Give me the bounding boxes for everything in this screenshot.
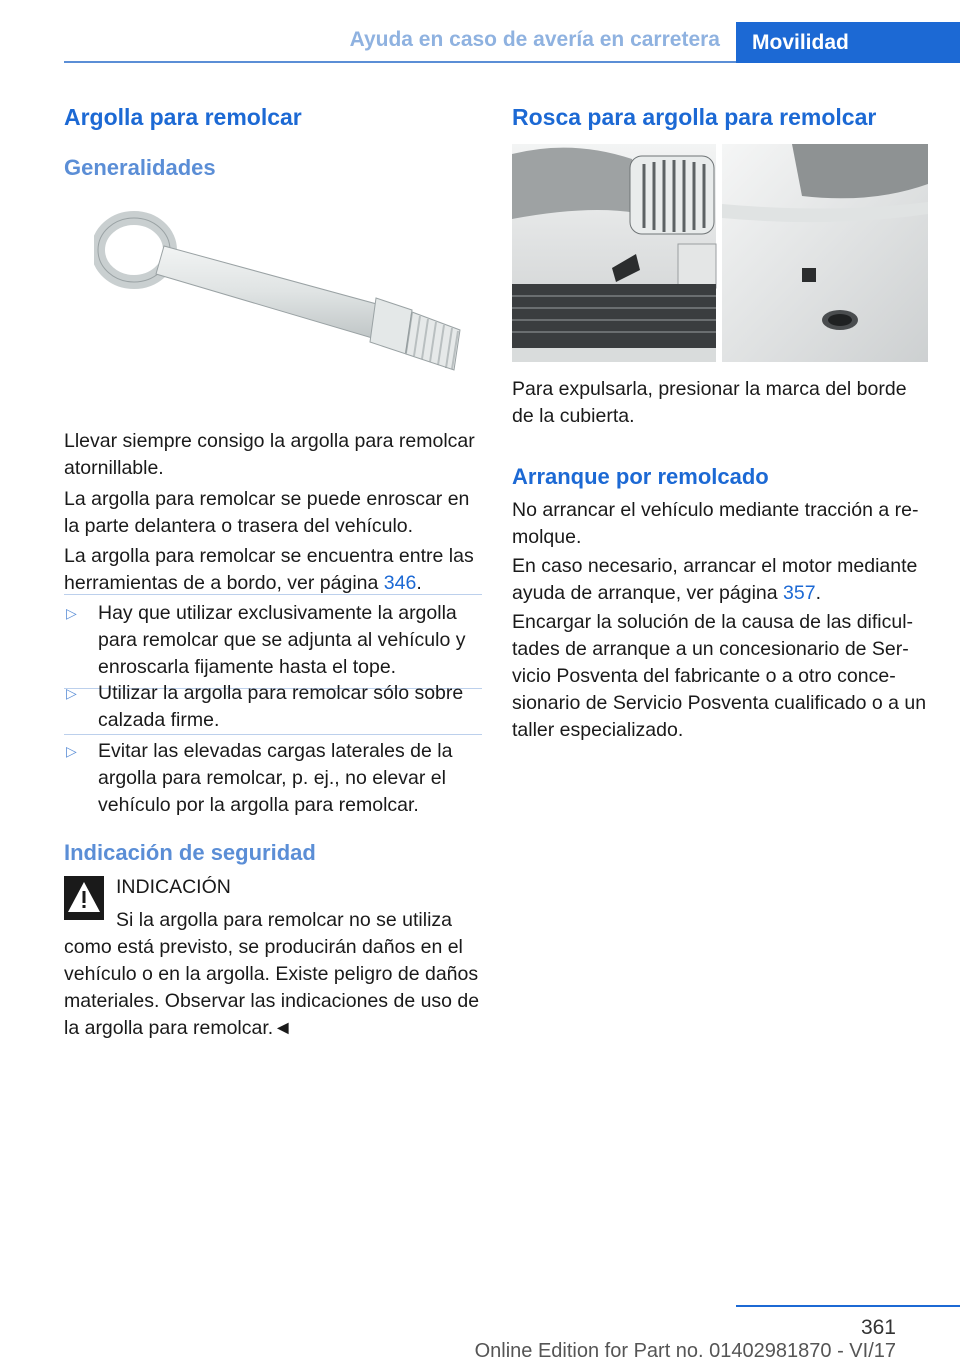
paragraph-expel-cover: Para expulsarla, presionar la marca del borde de la cubierta. bbox=[512, 378, 907, 427]
list-item-text: Hay que utilizar exclusivamente la argolla para remolcar que se adjunta al vehículo y enroscarla fijamente hasta el tope. bbox=[98, 602, 466, 678]
paragraph-always-carry: Llevar siempre consigo la argolla para remolcar atornillable. bbox=[64, 430, 475, 479]
triangle-bullet-icon: ▷ bbox=[66, 685, 77, 701]
footer-rule bbox=[736, 1305, 960, 1307]
header-chapter-tab[interactable]: Movilidad bbox=[736, 22, 960, 63]
footer-edition: Online Edition for Part no. 01402981870 - VI/17 bbox=[474, 1340, 896, 1362]
list-divider bbox=[64, 734, 482, 735]
paragraph-jump-start bbox=[512, 553, 930, 607]
list-item bbox=[64, 600, 482, 684]
paragraph-onboard-tools bbox=[64, 543, 482, 597]
triangle-bullet-icon: ▷ bbox=[66, 605, 77, 621]
page-number: 361 bbox=[860, 1316, 896, 1339]
list-item bbox=[64, 738, 482, 822]
paragraph-service-dealer: Encargar la solución de la causa de las dificul‐ tades de arranque a un concesionario de Ser‐ vicio Posventa del fabricante o a otro conce‐ sionario de Servicio Posventa cualificado o a un taller especializado. bbox=[512, 611, 927, 741]
paragraph-onboard-tools-text: La argolla para remolcar se encuentra entre las herramientas de a bordo, ver página bbox=[64, 545, 474, 594]
paragraph-no-tow-start: No arrancar el vehículo mediante tracción a re‐ molque. bbox=[512, 499, 919, 548]
page-link-357[interactable]: 357 bbox=[783, 582, 816, 604]
tow-eye-illustration bbox=[94, 188, 474, 388]
paragraph-screw-front-rear: La argolla para remolcar se puede enroscar en la parte delantera o trasera del vehículo. bbox=[64, 488, 470, 537]
list-divider bbox=[64, 594, 482, 595]
paragraph-jump-start-end: . bbox=[815, 582, 821, 604]
triangle-bullet-icon: ▷ bbox=[66, 743, 77, 759]
header-section-title: Ayuda en caso de avería en carretera bbox=[349, 28, 720, 51]
list-item-text: Evitar las elevadas cargas laterales de la argolla para remolcar, p. ej., no elevar el vehículo por la argolla para remolcar. bbox=[98, 740, 453, 816]
bumper-thread-photo bbox=[512, 144, 928, 362]
section-title-thread: Rosca para argolla para remolcar bbox=[512, 104, 877, 130]
subsection-title-tow-start: Arranque por remolcado bbox=[512, 464, 769, 489]
notice-text: Si la argolla para remolcar no se utiliza como está previsto, se producirán daños en el vehículo o en la argolla. Existe peligro de daños materiales. Observar las indicaciones de uso de la argolla para remolcar.◄ bbox=[64, 909, 480, 1039]
page-link-346[interactable]: 346 bbox=[383, 572, 417, 594]
subsection-title-safety: Indicación de seguridad bbox=[64, 840, 316, 865]
list-item bbox=[64, 680, 482, 738]
subsection-title-general: Generalidades bbox=[64, 155, 216, 180]
list-item-text: Utilizar la argolla para remolcar sólo sobre calzada firme. bbox=[98, 682, 464, 731]
notice-label: INDICACIÓN bbox=[116, 876, 231, 898]
paragraph-jump-start-text: En caso necesario, arrancar el motor mediante ayuda de arranque, ver página bbox=[512, 555, 918, 604]
section-title-tow-eye: Argolla para remolcar bbox=[64, 104, 302, 130]
paragraph-onboard-tools-end: . bbox=[416, 572, 422, 594]
